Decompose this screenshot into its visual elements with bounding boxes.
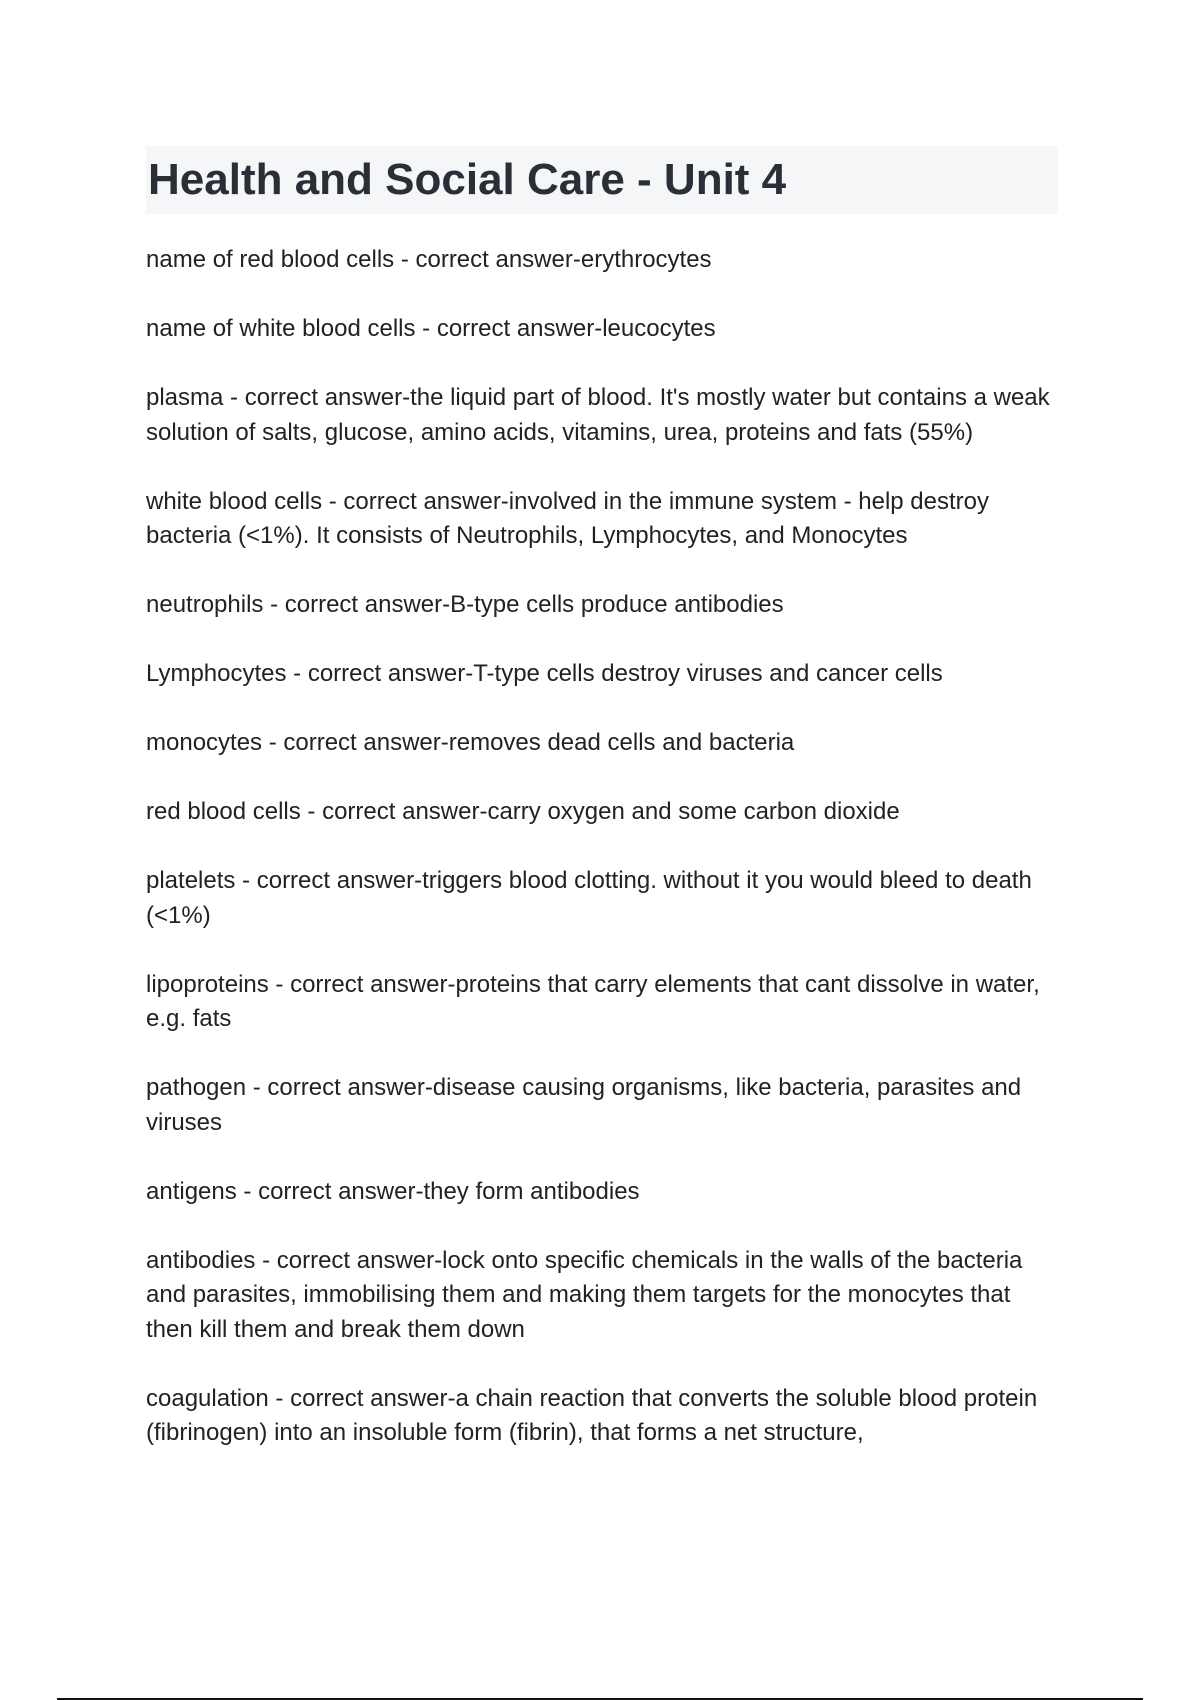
entry-lymphocytes: Lymphocytes - correct answer-T-type cells destroy viruses and cancer cells [146,660,943,687]
entry-red-blood-cells: red blood cells - correct answer-carry oxygen and some carbon dioxide [146,798,900,825]
entry-plasma: plasma - correct answer-the liquid part of blood. It's mostly water but contains a weak solution of salts, glucose, amino acids, vitamins, urea, proteins and fats (55%) [146,384,1050,446]
entry-antibodies: antibodies - correct answer-lock onto specific chemicals in the walls of the bacteria and parasites, immobilising them and making them targets for the monocytes that then kill them and break them down [146,1246,1023,1343]
entry-separator [146,692,1058,727]
entry-separator [146,278,1058,313]
entry-antigens: antigens - correct answer-they form antibodies [146,1177,640,1205]
entry-separator [146,933,1058,968]
entry-red-blood-cells-name: name of red blood cells - correct answer-erythrocytes [146,246,712,273]
entry-platelets: platelets - correct answer-triggers blood clotting. without it you would bleed to death (<1%) [146,867,1032,929]
entry-separator [146,554,1058,589]
entry-separator [146,347,1058,382]
entry-coagulation: coagulation - correct answer-a chain reaction that converts the soluble blood protein (fibrinogen) into an insoluble form (fibrin), that forms a net structure, [146,1384,1038,1446]
entry-separator [146,1209,1058,1244]
entry-separator [146,830,1058,865]
entry-separator [146,1347,1058,1382]
entry-separator [146,623,1058,658]
entry-lipoproteins: lipoproteins - correct answer-proteins that carry elements that cant dissolve in water, e.g. fats [146,970,1040,1032]
entry-monocytes: monocytes - correct answer-removes dead cells and bacteria [146,729,795,756]
entry-separator [146,761,1058,796]
entry-separator [146,1037,1058,1072]
entry-list [146,243,1058,1451]
entry-separator [146,1140,1058,1175]
entry-white-blood-cells-name: name of white blood cells - correct answer-leucocytes [146,315,716,342]
entry-neutrophils: neutrophils - correct answer-B-type cells produce antibodies [146,591,784,618]
entry-white-blood-cells: white blood cells - correct answer-involved in the immune system - help destroy bacteria (<1%). It consists of Neutrophils, Lymphocytes, and Monocytes [146,487,990,549]
page-title: Health and Social Care - Unit 4 [148,155,787,204]
entry-separator [146,450,1058,485]
entry-pathogen: pathogen - correct answer-disease causing organisms, like bacteria, parasites and viruses [146,1074,1022,1136]
